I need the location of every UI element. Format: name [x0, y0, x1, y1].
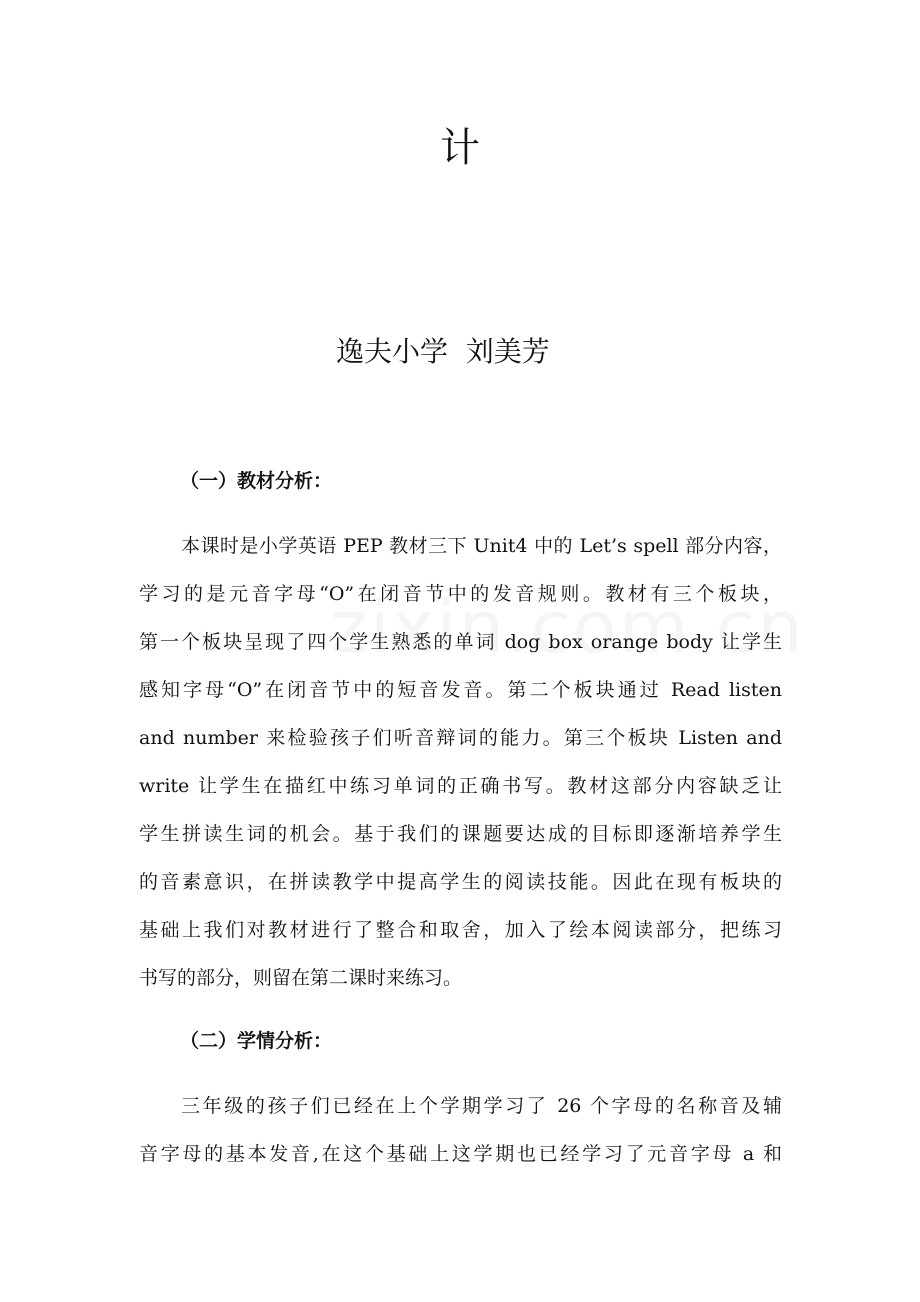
paragraph-line: 第一个板块呈现了四个学生熟悉的单词 dog box orange body 让学生	[139, 631, 782, 653]
paragraph-textbook-analysis	[139, 522, 782, 1002]
section-heading-student-analysis: （二）学情分析：	[180, 1030, 333, 1052]
paragraph-line: 三年级的孩子们已经在上个学期学习了 26 个字母的名称音及辅	[181, 1095, 782, 1117]
author-line: 逸夫小学 刘美芳	[336, 335, 550, 368]
paragraph-line: 书写的部分，则留在第二课时来练习。	[139, 967, 463, 989]
paragraph-line: and number 来检验孩子们听音辩词的能力。第三个板块 Listen and	[139, 727, 782, 749]
paragraph-line: 感知字母“O”在闭音节中的短音发音。第二个板块通过 Read listen	[139, 679, 782, 701]
document-title: 计	[440, 125, 480, 171]
paragraph-line: 音字母的基本发音,在这个基础上这学期也已经学习了元音字母 a 和	[139, 1143, 782, 1165]
paragraph-line: 学生拼读生词的机会。基于我们的课题要达成的目标即逐渐培养学生	[139, 823, 782, 845]
paragraph-student-analysis	[139, 1082, 782, 1178]
paragraph-line: 的音素意识，在拼读教学中提高学生的阅读技能。因此在现有板块的	[139, 871, 782, 893]
paragraph-line: 本课时是小学英语 PEP 教材三下 Unit4 中的 Let’s spell 部分内容，	[181, 535, 782, 557]
paragraph-line: 基础上我们对教材进行了整合和取舍，加入了绘本阅读部分，把练习	[139, 919, 782, 941]
paragraph-line: write 让学生在描红中练习单词的正确书写。教材这部分内容缺乏让	[139, 775, 782, 797]
section-heading-textbook-analysis: （一）教材分析：	[180, 470, 333, 492]
paragraph-line: 学习的是元音字母“O”在闭音节中的发音规则。教材有三个板块，	[139, 583, 782, 605]
